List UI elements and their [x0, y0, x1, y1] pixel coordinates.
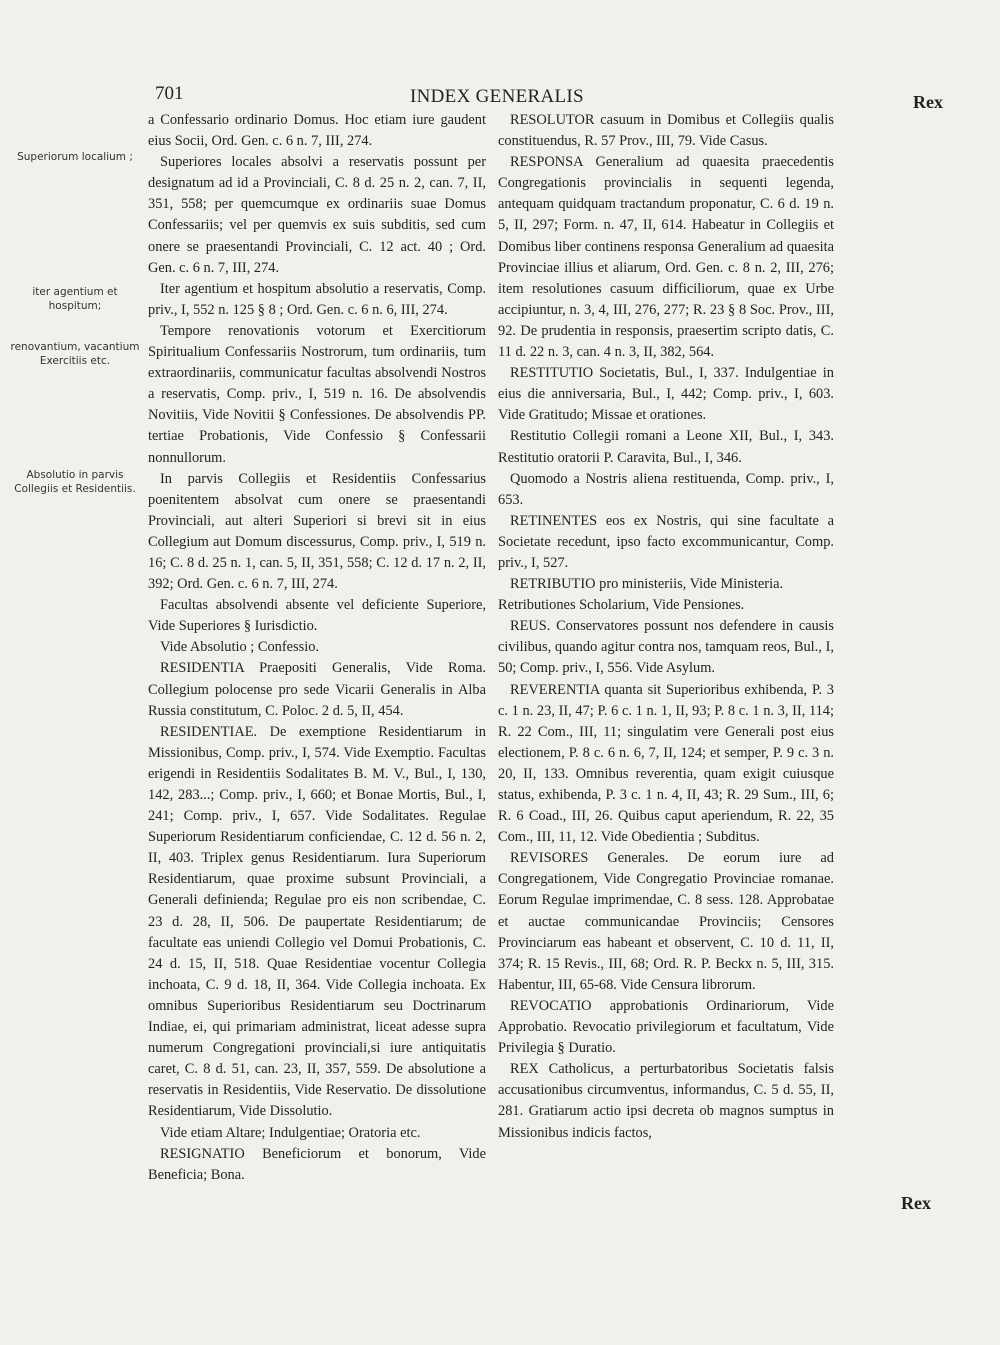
entry-revisores: REVISORES Generales. De eorum iure ad Congregationem, Vide Congregatio Provinciae romanae. Eorum Regulae imprimendae, C. 8 sess. 128. Approbatae et auctae communicandae Provinciis; Censores Provinciarum eas habeant et observent, C. 10 d. 11, II, 374; R. 15 Revis., III, 68; Ord. R. P. Beckx n. 5, III, 315. Habentur, III, 65-68. Vide Censura librorum. — [498, 850, 834, 993]
entry-rex: REX Catholicus, a perturbatoribus Societatis falsis accusationibus circumventus, informandus, C. 5 d. 55, II, 281. Gratiarum actio ipsi decreta ob magnos sumptus in Missionibus indicis factos, — [498, 1061, 834, 1141]
paragraph: Superiores locales absolvi a reservatis possunt per designatum ad id a Provinciali, C. 8 d. 25 n. 2, can. 7, II, 351, 558; per quemcumque ex ordinariis suae Domus Confessariis; vel per quemvis ex suis subditis, sed cum onere se praesentandi Provinciali, C. 12 act. 40 ; Ord. Gen. c. 6 n. 7, III, 274. — [148, 154, 486, 276]
paragraph: Tempore renovationis votorum et Exercitiorum Spiritualium Confessariis Nostrorum, tum ordinariis, tum extraordinariis, communicatur facultas absolvendi Nostros a reservatis, Comp. priv., I, 519 n. 16. De absolvendis Novitiis, Vide Novitii § Confessiones. De absolvendis PP. tertiae Probationis, Vide Confessio § Confessarii nonnullorum. — [148, 322, 486, 466]
entry-resolutor: RESOLUTOR casuum in Domibus et Collegiis qualis constituendus, R. 57 Prov., III, 79. Vide Casus. — [498, 112, 834, 150]
entry-responsa: RESPONSA Generalium ad quaesita praecedentis Congregationis provincialis in sequenti legenda, antequam quidquam tractandum proponatur, C. 6 d. 19 n. 5, II, 297; Form. n. 47, II, 614. Habeatur in Collegiis et Domibus liber continens responsa Generalium ad quaesita Provinciae illius et aliarum, Ord. Gen. c. 8 n. 2, III, 276; item resolutiones casuum difficiliorum, quae ex Urbe accipiuntur, n. 3, 4, III, 276, 277; R. 23 § 8 Soc. Prov., III, 92. De prudentia in responsis, praesertim scripto datis, C. 11 d. 22 n. 3, can. 4 n. 3, II, 382, 564. — [498, 154, 834, 361]
paragraph: Restitutio Collegii romani a Leone XII, Bul., I, 343. Restitutio oratorii P. Caravita, Bul., I, 346. — [498, 428, 834, 466]
margin-note-renovantium: renovantium, vacantium Exercitiis etc. — [10, 341, 140, 367]
catchword-top: Rex — [913, 92, 943, 112]
paragraph: Retributiones Scholarium, Vide Pensiones. — [498, 597, 745, 614]
running-title: INDEX GENERALIS — [410, 86, 584, 107]
margin-note-superiorum: Superiorum localium ; — [17, 151, 133, 163]
paragraph: Iter agentium et hospitum absolutio a reservatis, Comp. priv., I, 552 n. 125 § 8 ; Ord. Gen. c. 6 n. 6, III, 274. — [148, 280, 486, 318]
entry-restitutio: RESTITUTIO Societatis, Bul., I, 337. Indulgentiae in eius die anniversaria, Bul., I, 442; Comp. priv., I, 603. Vide Gratitudo; Missae et orationes. — [498, 365, 834, 424]
margin-note-absolutio: Absolutio in parvis Collegiis et Residentiis. — [14, 469, 136, 495]
paragraph: Facultas absolvendi absente vel deficiente Superiore, Vide Superiores § Iurisdictio. — [148, 597, 486, 635]
entry-residentiae: RESIDENTIAE. De exemptione Residentiarum in Missionibus, Comp. priv., I, 574. Vide Exemptio. Facultas erigendi in Residentiis Sodalitates B. M. V., Bul., I, 130, 142, 283...; Comp. priv., I, 660; et Bonae Mortis, Bul., I, 241; Comp. priv., I, 657. Vide Sodalitates. Regulae Superiorum Residentiarum conficiendae, C. 12 d. 56 n. 2, II, 403. Triplex genus Residentiarum. Iura Superiorum Residentiarum, quae proxime subsunt Provinciali, a Generali definienda; Regulae pro eis non scribendae, C. 23 d. 28, II, 506. De paupertate Residentiarum; de facultate eas uniendi Collegio vel Domui Probationis, C. 24 d. 15, II, 518. Quae Residentiae vocentur Collegia inchoata, C. 9 d. 18, II, 364. Vide Collegia inchoata. Ex omnibus Superioribus Residentiarum seu Doctrinarum Indiae, ei, qui primariam administrat, liceat adesse supra numerum Congregationi provinciali,si iure antiquitatis caret, C. 8 d. 51, can. 23, II, 357, 559. De absolutione a reservatis in Residentiis, Vide Reservatio. De dissolutione Residentiarum, Vide Dissolutio. — [148, 723, 486, 1120]
right-column — [498, 110, 834, 1144]
entry-reverentia: REVERENTIA quanta sit Superioribus exhibenda, P. 3 c. 1 n. 23, II, 47; P. 6 c. 1 n. 1, II, 93; P. 8 c. 1 n. 3, II, 114; R. 22 Com., III, 11; singulatim vere Generali post eius electionem, P. 8 c. 6 n. 6, 7, II, 124; et semper, P. 9 c. 3 n. 20, II, 133. Omnibus reverentia, quam exigit cuiusque status, exhibenda, P. 3 c. 1 n. 4, II, 43; R. 29 Sum., III, 6; R. 6 Coad., III, 26. Quibus caput aperiendum, R. 22, 35 Com., III, 11, 12. Vide Obedientia ; Subditus. — [498, 681, 834, 846]
paragraph: In parvis Collegiis et Residentiis Confessarius poenitentem absolvat cum onere se praesentandi Provinciali, aut alteri Superiori si brevi sit in eius Collegium aut Domum discessurus, Comp. priv., I, 519 n. 16; C. 8 d. 25 n. 1, can. 5, II, 351, 558; C. 12 d. 17 n. 2, II, 392; Ord. Gen. c. 6 n. 7, III, 274. — [148, 470, 486, 593]
margin-note-iter: iter agentium et hospitum; — [32, 286, 118, 312]
entry-reus: REUS. Conservatores possunt nos defendere in causis civilibus, quando agitur contra nos, tamquam reos, Bul., I, 50; Comp. priv., I, 556. Vide Asylum. — [498, 618, 834, 677]
catchword-bottom: Rex — [901, 1193, 931, 1213]
entry-residentia: RESIDENTIA Praepositi Generalis, Vide Roma. Collegium polocense pro sede Vicarii Generalis in Alba Russia constitutum, C. Poloc. 2 d. 5, II, 454. — [148, 660, 486, 719]
entry-resignatio: RESIGNATIO Beneficiorum et bonorum, Vide Beneficia; Bona. — [148, 1145, 486, 1183]
entry-retinentes: RETINENTES eos ex Nostris, qui sine facultate a Societate recedunt, ipso facto excommunicantur, Comp. priv., I, 527. — [498, 512, 834, 571]
entry-revocatio: REVOCATIO approbationis Ordinariorum, Vide Approbatio. Revocatio privilegiorum et facultatum, Vide Privilegia § Duratio. — [498, 997, 834, 1057]
paragraph: Vide etiam Altare; Indulgentiae; Oratoria etc. — [160, 1124, 421, 1141]
entry-retributio: RETRIBUTIO pro ministeriis, Vide Ministeria. — [510, 576, 784, 593]
paragraph: Quomodo a Nostris aliena restituenda, Comp. priv., I, 653. — [498, 470, 834, 508]
paragraph: Vide Absolutio ; Confessio. — [160, 639, 320, 656]
page-number: 701 — [155, 83, 184, 104]
left-column — [148, 110, 486, 1186]
paragraph: a Confessario ordinario Domus. Hoc etiam iure gaudent eius Socii, Ord. Gen. c. 6 n. 7, III, 274. — [148, 112, 486, 150]
